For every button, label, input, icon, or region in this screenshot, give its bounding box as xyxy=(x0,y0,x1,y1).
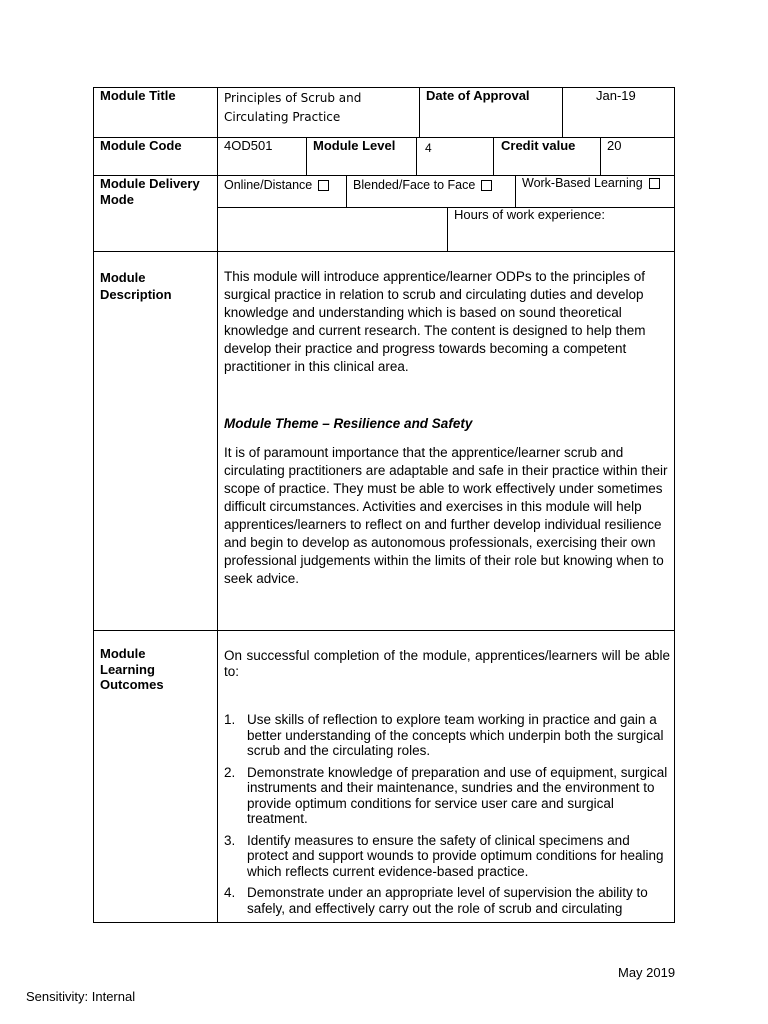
module-title-line-2: Circulating Practice xyxy=(224,110,341,124)
list-item-text: Demonstrate under an appropriate level of supervision the ability to safely, and effectively carry out the role of scrub and circulating xyxy=(247,885,648,916)
delivery-option-online[interactable] xyxy=(224,177,329,193)
learning-outcomes-label-line-3: Outcomes xyxy=(100,677,164,692)
list-item-number: 4. xyxy=(224,885,236,900)
learning-outcomes-label-line-2: Learning xyxy=(100,661,155,677)
list-item xyxy=(224,712,670,759)
code-cell-divider xyxy=(306,137,307,175)
row-divider-4 xyxy=(93,630,675,631)
date-of-approval-value: Jan-19 xyxy=(596,88,636,103)
delivery-blended-divider xyxy=(515,175,516,207)
blended-checkbox[interactable] xyxy=(481,180,492,191)
delivery-online-divider xyxy=(346,175,347,207)
hours-cell-divider xyxy=(447,207,448,251)
module-code-label: Module Code xyxy=(100,138,182,153)
delivery-mode-label xyxy=(100,176,200,208)
delivery-option-blended[interactable] xyxy=(353,177,492,193)
list-item-number: 2. xyxy=(224,764,236,780)
module-description-paragraph: This module will introduce apprentice/learner ODPs to the principles of surgical practice in relation to scrub and circulating duties and develop knowledge and understanding which is based on sound theoretical knowledge and current research. The content is designed to help them develop their practice and progress towards becoming a competent practitioner in this clinical area. xyxy=(224,269,646,374)
work-based-checkbox[interactable] xyxy=(649,178,660,189)
learning-outcomes-label xyxy=(100,646,164,693)
module-code-value: 4OD501 xyxy=(224,138,273,153)
module-description-label xyxy=(100,269,172,303)
module-table xyxy=(93,87,675,923)
delivery-mode-label-line-2: Mode xyxy=(100,192,134,207)
credit-label-divider xyxy=(600,137,601,175)
delivery-mode-label-line-1: Module Delivery xyxy=(100,176,200,191)
level-label-divider xyxy=(416,137,417,175)
delivery-option-work-based-label: Work-Based Learning xyxy=(522,176,643,190)
learning-outcomes-intro: On successful completion of the module, apprentices/learners will be able to: xyxy=(224,648,670,679)
table-border-right xyxy=(674,87,675,923)
module-level-label: Module Level xyxy=(313,138,396,153)
list-item-number: 3. xyxy=(224,832,236,848)
list-item-text: Identify measures to ensure the safety of clinical specimens and protect and support wounds to provide optimum conditions for healing which reflects current evidence-based practice. xyxy=(247,832,664,879)
module-title-line-1: Principles of Scrub and xyxy=(224,91,362,105)
credit-value-value: 20 xyxy=(607,138,622,153)
table-border-left xyxy=(93,87,94,923)
approval-cell-divider xyxy=(562,87,563,137)
table-border-bottom xyxy=(93,922,675,923)
row-divider-3 xyxy=(93,251,675,252)
table-border-top xyxy=(93,87,675,88)
module-level-value: 4 xyxy=(425,141,432,155)
module-description-label-line-1: Module xyxy=(100,270,146,285)
row-divider-delivery xyxy=(217,207,675,208)
module-title-label: Module Title xyxy=(100,88,176,103)
list-item-text: Demonstrate knowledge of preparation and use of equipment, surgical instruments and their maintenance, sundries and the environment to provide optimum conditions for service user care and surgical treatment. xyxy=(247,764,668,826)
learning-outcomes-label-line-1: Module xyxy=(100,646,146,661)
delivery-option-blended-label: Blended/Face to Face xyxy=(353,178,476,192)
list-item-text: Use skills of reflection to explore team working in practice and gain a better understanding of the concepts which underpin both the surgical scrub and the circulating roles. xyxy=(247,712,664,758)
online-checkbox[interactable] xyxy=(318,180,329,191)
sensitivity-label: Sensitivity: Internal xyxy=(26,989,136,1004)
list-item xyxy=(224,765,670,827)
list-item-number: 1. xyxy=(224,712,236,727)
delivery-option-work-based[interactable] xyxy=(522,175,660,191)
title-cell-divider xyxy=(419,87,420,137)
module-title-value xyxy=(224,89,361,127)
module-theme-paragraph: It is of paramount importance that the apprentice/learner scrub and circulating practitioners are adaptable and safe in their practice within their scope of practice. They must be able to work effectively under sometimes difficult circumstances. Activities and exercises in this module will help apprentices/learners to reflect on and further develop individual resilience and begin to develop as autonomous professionals, exercising their own professional judgements within the limits of their role but knowing when to seek advice. xyxy=(224,445,668,586)
delivery-option-online-label: Online/Distance xyxy=(224,178,313,192)
date-of-approval-label: Date of Approval xyxy=(426,88,530,103)
credit-value-label: Credit value xyxy=(501,138,576,153)
list-item xyxy=(224,885,670,916)
module-description-label-line-2: Description xyxy=(100,287,172,302)
learning-outcomes-list xyxy=(224,712,670,922)
hours-of-work-experience-label: Hours of work experience: xyxy=(454,207,606,222)
footer-date: May 2019 xyxy=(618,965,676,980)
label-column-divider xyxy=(217,87,218,923)
list-item xyxy=(224,833,670,880)
level-value-divider xyxy=(493,137,494,175)
module-theme-heading: Module Theme – Resilience and Safety xyxy=(224,416,473,431)
